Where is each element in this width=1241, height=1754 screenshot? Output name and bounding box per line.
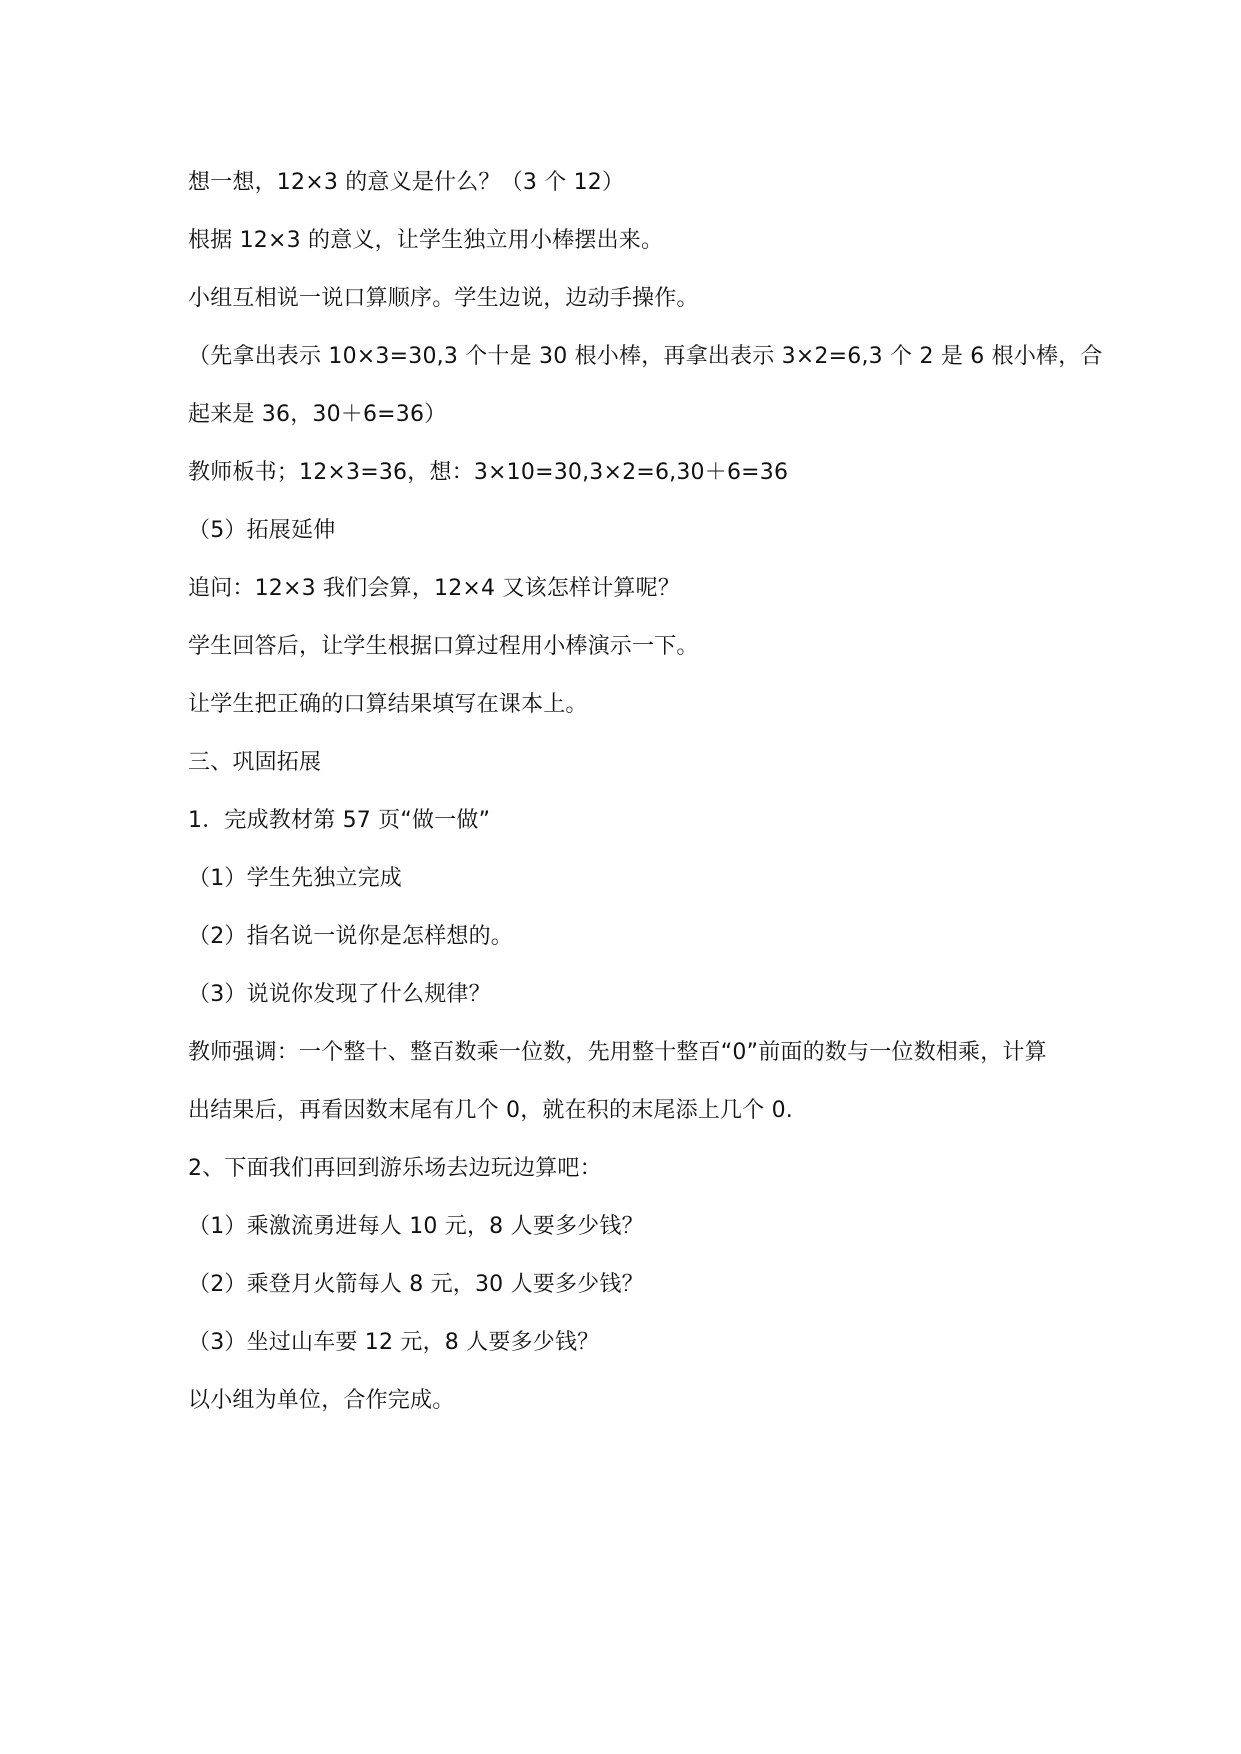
text-line: 起来是 36，30＋6=36） <box>188 402 447 427</box>
section-heading: 三、巩固拓展 <box>188 750 322 775</box>
text-line: 1．完成教材第 57 页“做一做” <box>188 808 491 833</box>
section-heading: （5）拓展延伸 <box>188 518 336 543</box>
text-line: 教师强调：一个整十、整百数乘一位数，先用整十整百“0”前面的数与一位数相乘，计算 <box>188 1040 1047 1065</box>
list-item: （1）学生先独立完成 <box>188 866 402 891</box>
list-item: （3）说说你发现了什么规律？ <box>188 982 491 1007</box>
list-item: （3）坐过山车要 12 元，8 人要多少钱？ <box>188 1330 600 1355</box>
text-line: 学生回答后，让学生根据口算过程用小棒演示一下。 <box>188 634 699 659</box>
text-line: 让学生把正确的口算结果填写在课本上。 <box>188 692 588 717</box>
text-line: 以小组为单位，合作完成。 <box>188 1388 455 1413</box>
text-line: 追问：12×3 我们会算，12×4 又该怎样计算呢？ <box>188 576 681 601</box>
text-line: （先拿出表示 10×3=30,3 个十是 30 根小棒，再拿出表示 3×2=6,3 个 2 是 6 根小棒，合 <box>188 344 1103 369</box>
text-line: 小组互相说一说口算顺序。学生边说，边动手操作。 <box>188 286 699 311</box>
list-item: （2）乘登月火箭每人 8 元，30 人要多少钱？ <box>188 1272 644 1297</box>
text-line: 想一想，12×3 的意义是什么？（3 个 12） <box>188 170 625 195</box>
text-line: 出结果后，再看因数末尾有几个 0，就在积的末尾添上几个 0. <box>188 1098 793 1123</box>
text-line: 教师板书；12×3=36，想：3×10=30,3×2=6,30＋6=36 <box>188 460 789 485</box>
text-line: 根据 12×3 的意义，让学生独立用小棒摆出来。 <box>188 228 664 253</box>
text-line: 2、下面我们再回到游乐场去边玩边算吧： <box>188 1156 602 1181</box>
list-item: （1）乘激流勇进每人 10 元，8 人要多少钱？ <box>188 1214 644 1239</box>
list-item: （2）指名说一说你是怎样想的。 <box>188 924 513 949</box>
